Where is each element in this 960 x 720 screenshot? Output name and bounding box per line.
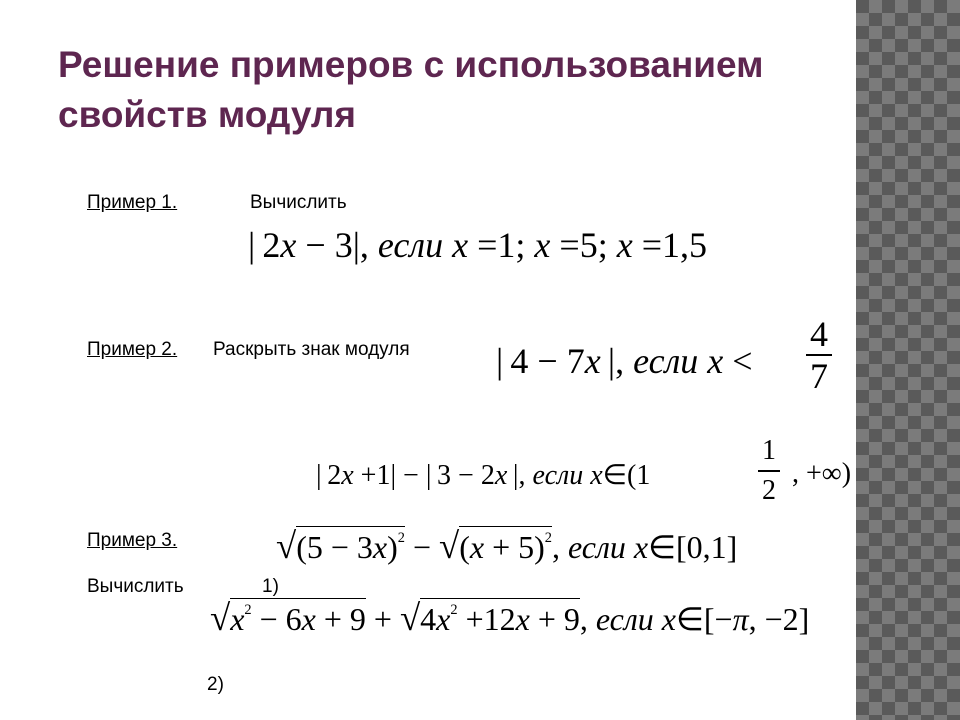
example3-formula: $√(5 - 3x)^2 - √(x + 5)^2$, если x∈[0,1] — [276, 525, 738, 566]
compute-label: Вычислить — [87, 576, 184, 597]
compute-formula: $√x^2 - 6x + 9 + √4x^2 +12x + 9$, если x∈[−π, −2] — [210, 597, 810, 638]
example2-formula-b: | 2x +1| − | 3 − 2x |, если x∈(1 — [316, 460, 651, 491]
fraction-1-2: $\frac{1}{2}$ — [758, 432, 780, 510]
example2-label: Пример 2. — [87, 339, 178, 360]
fraction-4-7: $\frac{4}{7}$ — [806, 314, 832, 396]
compute-item2: 2) — [207, 674, 224, 695]
interval-end: , +∞) — [792, 458, 852, 489]
example1-instruction: Вычислить — [250, 192, 347, 213]
slide-title: Решение примеров с использованием свойств модуля — [58, 44, 764, 135]
example1-label: Пример 1. — [87, 192, 178, 213]
example3-label: Пример 3. — [87, 530, 178, 551]
example2-instruction: Раскрыть знак модуля — [213, 339, 410, 360]
example2-formula-a: | 4 − 7x |, если x < — [496, 341, 753, 381]
compute-item1: 1) — [262, 576, 279, 597]
example1-formula: | 2x − 3|, если x =1; x =5; x =1,5 — [248, 225, 707, 265]
decorative-side-pattern — [856, 0, 960, 720]
